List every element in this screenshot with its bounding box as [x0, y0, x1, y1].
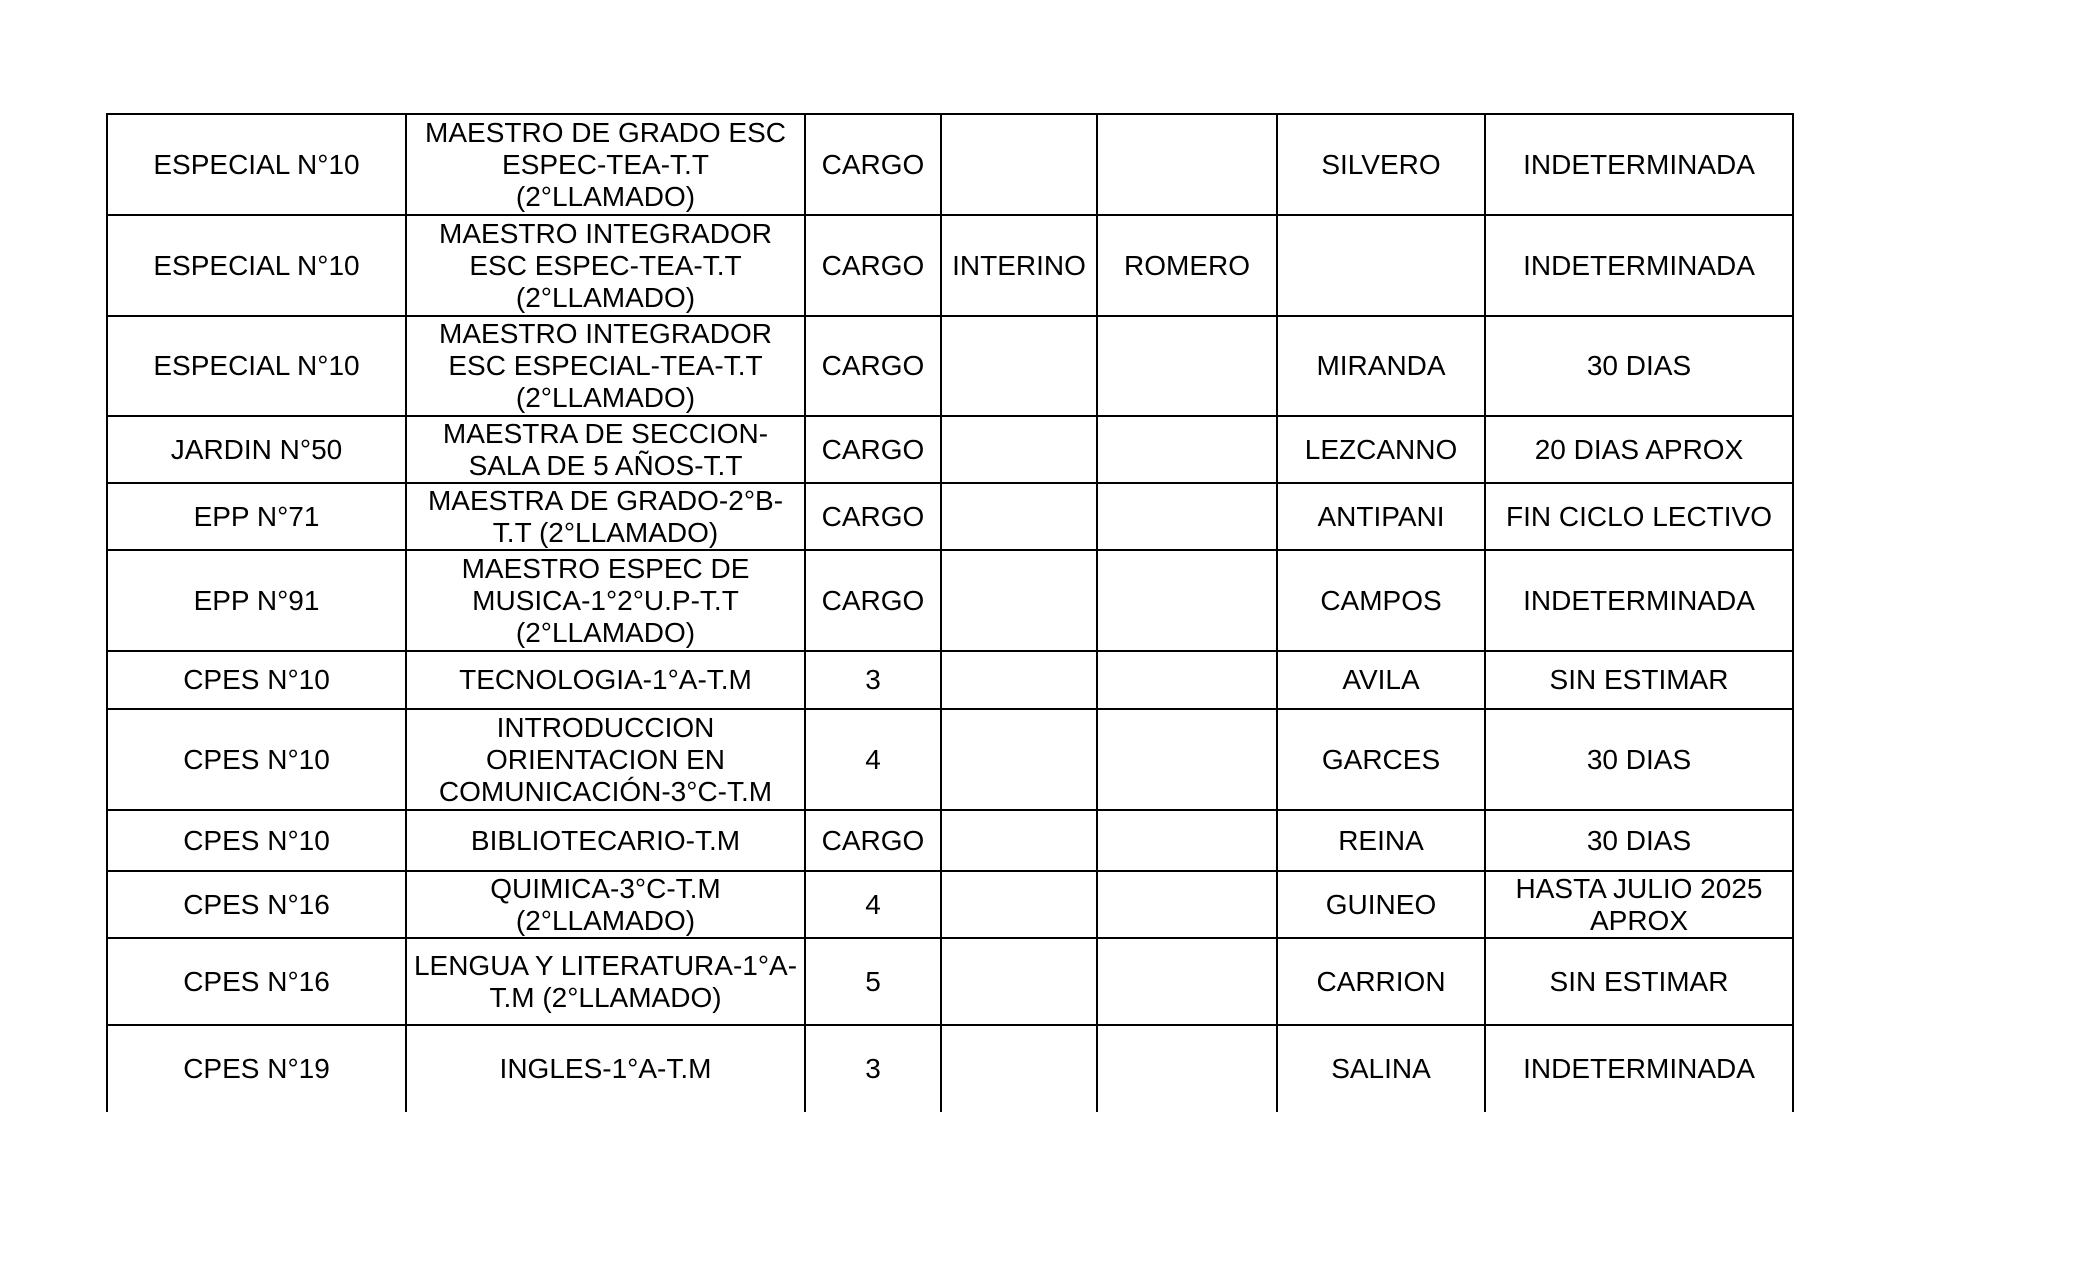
status-cell	[941, 316, 1097, 416]
position-cell: MAESTRA DE GRADO-2°B-T.T (2°LLAMADO)	[406, 483, 805, 550]
status-cell	[941, 810, 1097, 871]
school-cell: ESPECIAL N°10	[107, 316, 406, 416]
table-row	[107, 114, 1793, 215]
school-cell: CPES N°16	[107, 938, 406, 1025]
substitute-cell: AVILA	[1277, 651, 1485, 709]
holder-cell	[1097, 316, 1277, 416]
vacancy-table	[106, 113, 1794, 1112]
holder-cell	[1097, 651, 1277, 709]
duration-cell: FIN CICLO LECTIVO	[1485, 483, 1793, 550]
holder-cell	[1097, 114, 1277, 215]
status-cell	[941, 871, 1097, 938]
duration-cell: INDETERMINADA	[1485, 550, 1793, 651]
duration-cell: 30 DIAS	[1485, 709, 1793, 810]
holder-cell	[1097, 483, 1277, 550]
hours-cell: 4	[805, 709, 941, 810]
status-cell	[941, 114, 1097, 215]
hours-cell: CARGO	[805, 810, 941, 871]
substitute-cell: REINA	[1277, 810, 1485, 871]
hours-cell: 5	[805, 938, 941, 1025]
duration-cell: INDETERMINADA	[1485, 114, 1793, 215]
status-cell	[941, 483, 1097, 550]
substitute-cell: ANTIPANI	[1277, 483, 1485, 550]
holder-cell: ROMERO	[1097, 215, 1277, 316]
table-row	[107, 215, 1793, 316]
substitute-cell	[1277, 215, 1485, 316]
position-cell: MAESTRA DE SECCION-SALA DE 5 AÑOS-T.T	[406, 416, 805, 483]
table-row	[107, 416, 1793, 483]
position-cell: INTRODUCCION ORIENTACION EN COMUNICACIÓN-3°C-T.M	[406, 709, 805, 810]
status-cell	[941, 938, 1097, 1025]
school-cell: EPP N°71	[107, 483, 406, 550]
duration-cell: INDETERMINADA	[1485, 1025, 1793, 1112]
hours-cell: 4	[805, 871, 941, 938]
hours-cell: CARGO	[805, 215, 941, 316]
duration-cell: SIN ESTIMAR	[1485, 651, 1793, 709]
hours-cell: CARGO	[805, 316, 941, 416]
holder-cell	[1097, 938, 1277, 1025]
school-cell: CPES N°19	[107, 1025, 406, 1112]
duration-cell: 30 DIAS	[1485, 810, 1793, 871]
substitute-cell: CAMPOS	[1277, 550, 1485, 651]
status-cell	[941, 709, 1097, 810]
hours-cell: CARGO	[805, 114, 941, 215]
table-row	[107, 483, 1793, 550]
holder-cell	[1097, 871, 1277, 938]
substitute-cell: GUINEO	[1277, 871, 1485, 938]
substitute-cell: LEZCANNO	[1277, 416, 1485, 483]
school-cell: EPP N°91	[107, 550, 406, 651]
position-cell: MAESTRO ESPEC DE MUSICA-1°2°U.P-T.T (2°LLAMADO)	[406, 550, 805, 651]
duration-cell: 30 DIAS	[1485, 316, 1793, 416]
substitute-cell: SILVERO	[1277, 114, 1485, 215]
school-cell: JARDIN N°50	[107, 416, 406, 483]
holder-cell	[1097, 709, 1277, 810]
holder-cell	[1097, 810, 1277, 871]
position-cell: TECNOLOGIA-1°A-T.M	[406, 651, 805, 709]
table-row	[107, 871, 1793, 938]
holder-cell	[1097, 550, 1277, 651]
position-cell: MAESTRO DE GRADO ESC ESPEC-TEA-T.T (2°LLAMADO)	[406, 114, 805, 215]
table-row	[107, 938, 1793, 1025]
table-row	[107, 651, 1793, 709]
status-cell	[941, 416, 1097, 483]
status-cell	[941, 1025, 1097, 1112]
status-cell	[941, 651, 1097, 709]
duration-cell: SIN ESTIMAR	[1485, 938, 1793, 1025]
position-cell: QUIMICA-3°C-T.M (2°LLAMADO)	[406, 871, 805, 938]
holder-cell	[1097, 416, 1277, 483]
position-cell: MAESTRO INTEGRADOR ESC ESPEC-TEA-T.T (2°LLAMADO)	[406, 215, 805, 316]
school-cell: CPES N°10	[107, 709, 406, 810]
duration-cell: INDETERMINADA	[1485, 215, 1793, 316]
hours-cell: 3	[805, 1025, 941, 1112]
school-cell: CPES N°16	[107, 871, 406, 938]
table-row	[107, 550, 1793, 651]
holder-cell	[1097, 1025, 1277, 1112]
duration-cell: HASTA JULIO 2025 APROX	[1485, 871, 1793, 938]
school-cell: CPES N°10	[107, 651, 406, 709]
duration-cell: 20 DIAS APROX	[1485, 416, 1793, 483]
position-cell: MAESTRO INTEGRADOR ESC ESPECIAL-TEA-T.T (2°LLAMADO)	[406, 316, 805, 416]
hours-cell: 3	[805, 651, 941, 709]
substitute-cell: CARRION	[1277, 938, 1485, 1025]
hours-cell: CARGO	[805, 483, 941, 550]
status-cell	[941, 550, 1097, 651]
school-cell: ESPECIAL N°10	[107, 114, 406, 215]
school-cell: ESPECIAL N°10	[107, 215, 406, 316]
table-row	[107, 1025, 1793, 1112]
status-cell: INTERINO	[941, 215, 1097, 316]
substitute-cell: SALINA	[1277, 1025, 1485, 1112]
position-cell: INGLES-1°A-T.M	[406, 1025, 805, 1112]
table-row	[107, 810, 1793, 871]
substitute-cell: MIRANDA	[1277, 316, 1485, 416]
hours-cell: CARGO	[805, 416, 941, 483]
position-cell: BIBLIOTECARIO-T.M	[406, 810, 805, 871]
substitute-cell: GARCES	[1277, 709, 1485, 810]
hours-cell: CARGO	[805, 550, 941, 651]
school-cell: CPES N°10	[107, 810, 406, 871]
table-row	[107, 709, 1793, 810]
table-row	[107, 316, 1793, 416]
position-cell: LENGUA Y LITERATURA-1°A-T.M (2°LLAMADO)	[406, 938, 805, 1025]
